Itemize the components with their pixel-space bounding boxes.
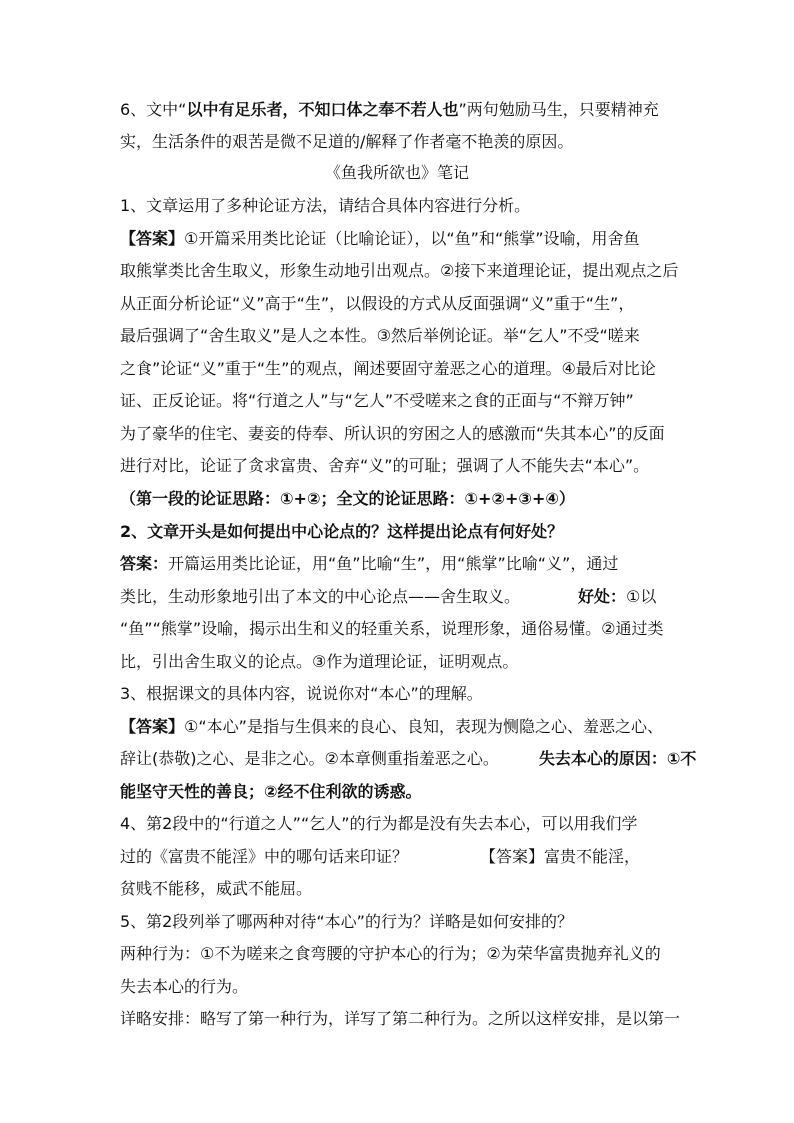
text-span: 两种行为：①不为嗟来之食弯腰的守护本心的行为；②为荣华富贵抛弃礼义的 [120, 944, 661, 963]
text-span: 证、正反论证。将“行道之人”与“乞人”不受嗟来之食的正面与“不辩万钟” [120, 391, 634, 410]
text-line [120, 747, 696, 771]
answer-label: 答案： [120, 554, 169, 573]
text-span: ①开篇采用类比论证（比喻论证），以“鱼”和“熊掌”设喻，用舍鱼 [184, 229, 640, 248]
question-text: 5、第2段列举了哪两种对待“本心”的行为？详略是如何安排的？ [120, 912, 573, 931]
benefit-label: 好处： [578, 587, 627, 606]
answer-label: 【答案】 [120, 229, 185, 248]
text-span: 辞让(恭敬)之心、是非之心。②本章侧重指羞恶之心。 [120, 749, 499, 768]
text-span: 之食”论证“义”重于“生”的观点，阐述要固守羞恶之心的道理。④最后对比论 [120, 359, 656, 378]
text-span: ①以 [626, 587, 657, 606]
text-line [120, 98, 659, 122]
question-prefix: 6、文中“ [120, 100, 187, 119]
text-span: 从正面分析论证“义”高于“生”，以假设的方式从反面强调“义”重于“生”， [120, 294, 635, 313]
text-span: 开篇运用类比论证，用“鱼”比喻“生”，用“熊掌”比喻“义”，通过 [168, 554, 619, 573]
text-line [120, 324, 640, 348]
question-5 [120, 910, 573, 934]
text-line [120, 845, 640, 869]
answer-line [120, 715, 663, 739]
question-text: 3、根据课文的具体内容，说说你对“本心”的理解。 [120, 684, 483, 703]
quoted-sentence: 以中有足乐者，不知口体之奉不若人也 [186, 100, 459, 119]
section-title-text: 《鱼我所欲也》笔记 [324, 163, 469, 182]
answer-line [120, 227, 640, 251]
text-line [120, 650, 518, 674]
text-line [120, 975, 248, 999]
text-span: 进行对比，论证了贪求富贵、舍弃“义”的可耻；强调了人不能失去“本心”。 [120, 456, 650, 475]
text-span: 过的《富贵不能淫》中的哪句话来印证？ [120, 847, 409, 866]
answer-line [120, 552, 618, 576]
text-line [120, 389, 634, 413]
text-span: （第一段的论证思路：①+②；全文的论证思路：①+②+③+④） [120, 489, 575, 508]
text-line [120, 617, 664, 641]
text-span: 最后强调了“舍生取义”是人之本性。③然后举例论证。举“乞人”不受“嗟来 [120, 326, 640, 345]
text-line [120, 585, 656, 609]
text-line [120, 259, 678, 283]
question-text: 1、文章运用了多种论证方法，请结合具体内容进行分析。 [120, 196, 531, 215]
text-span: ”两句勉励马生，只要精神充 [458, 100, 659, 119]
text-span: 实，生活条件的艰苦是微不足道的/解释了作者毫不艳羡的原因。 [120, 132, 574, 151]
text-span: 取熊掌类比舍生取义，形象生动地引出观点。②接下来道理论证，提出观点之后 [120, 261, 679, 280]
text-span: 失去本心的行为。 [120, 977, 249, 996]
text-line [120, 780, 422, 804]
text-span: 贫贱不能移，威武不能屈。 [120, 879, 313, 898]
text-line [120, 357, 656, 381]
text-span: “鱼”“熊掌”设喻，揭示出生和义的轻重关系，说理形象，通俗易懂。②通过类 [120, 619, 664, 638]
text-span: 能坚守天性的善良；②经不住利欲的诱惑。 [120, 782, 422, 801]
question-text: 2、文章开头是如何提出中心论点的？这样提出论点有何好处？ [120, 522, 564, 541]
text-span: 比，引出舍生取义的论点。③作为道理论证，证明观点。 [120, 652, 519, 671]
text-span: ①“本心”是指与生俱来的良心、良知，表现为恻隐之心、羞恶之心、 [184, 717, 663, 736]
text-line [120, 877, 312, 901]
text-line [120, 454, 649, 478]
question-4 [120, 812, 638, 836]
text-span: 为了豪华的住宅、妻妾的侍奉、所认识的穷困之人的感激而“失其本心”的反面 [120, 424, 665, 443]
text-span: 详略安排：略写了第一种行为，详写了第二种行为。之所以这样安排，是以第一 [120, 1009, 681, 1028]
question-1 [120, 194, 530, 218]
argument-structure-note [120, 487, 575, 511]
question-text: 4、第2段中的“行道之人”“乞人”的行为都是没有失去本心，可以用我们学 [120, 814, 638, 833]
question-2 [120, 520, 563, 544]
bold-span: 失去本心的原因：①不 [538, 749, 697, 768]
question-3 [120, 682, 483, 706]
text-line [120, 942, 661, 966]
text-line [120, 422, 665, 446]
text-line [120, 292, 634, 316]
text-line [120, 130, 573, 154]
text-line [120, 1007, 680, 1031]
text-span: 类比，生动形象地引出了本文的中心论点——舍生取义。 [120, 587, 521, 606]
answer-label: 【答案】 [120, 717, 185, 736]
answer-span: 【答案】富贵不能淫， [480, 847, 641, 866]
section-title [0, 161, 794, 185]
